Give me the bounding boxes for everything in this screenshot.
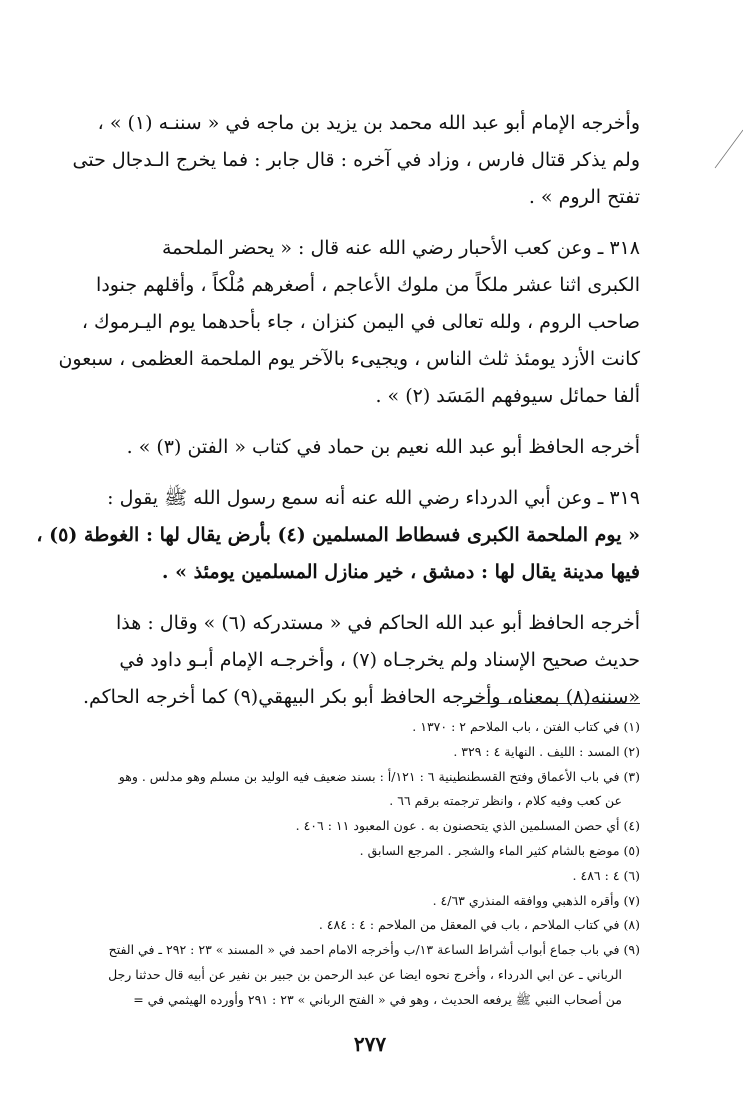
text-line: الكبرى اثنا عشر ملكاً من ملوك الأعاجم ، أصغرهم مُلْكاً ، وأقلهم جنودا bbox=[96, 274, 640, 296]
text-line: صاحب الروم ، ولله تعالى في اليمن كنزان ، جاء بأحدهما يوم اليـرموك ، bbox=[81, 311, 640, 333]
text-line: حديث صحيح الإسناد ولم يخرجـاه (٧) ، وأخرجـه الإمام أبـو داود في bbox=[119, 649, 640, 671]
footnote: (٥) موضع بالشام كثير الماء والشجر . المرجع السابق . bbox=[359, 842, 640, 858]
footnote: (١) في كتاب الفتن ، باب الملاحم ٢ : ١٣٧٠ . bbox=[412, 719, 640, 734]
text-line: ٣١٩ ـ وعن أبي الدرداء رضي الله عنه أنه سمع رسول الله ﷺ يقول : bbox=[107, 487, 640, 509]
footnote: (٨) في كتاب الملاحم ، باب في المعقل من الملاحم : ٤ : ٤٨٤ . bbox=[318, 917, 640, 933]
footnote: (٧) وأقره الذهبي ووافقه المنذري ٤/٦٣ . bbox=[432, 892, 640, 908]
hadith-text-line: « يوم الملحمة الكبرى فسطاط المسلمين (٤) بأرض يقال لها : الغوطة (٥) ، bbox=[36, 524, 640, 546]
text-line: ٣١٨ ـ وعن كعب الأحبار رضي الله عنه قال : « يحضر الملحمة bbox=[161, 237, 640, 259]
scan-edge-mark bbox=[703, 128, 743, 188]
footnote: (٣) في باب الأعماق وفتح القسطنطينية ٦ : ١٢١/أ : بسند ضعيف فيه الوليد بن مسلم وهو مدلس . وهو bbox=[118, 768, 640, 784]
text-line: تفتح الروم » . bbox=[528, 186, 640, 208]
footnote: (٦) ٤ : ٤٨٦ . bbox=[572, 867, 640, 883]
paragraph-1 bbox=[72, 105, 640, 216]
paragraph-319 bbox=[36, 480, 640, 591]
footnote-continuation: عن كعب وفيه كلام ، وانظر ترجمته برقم ٦٦ . bbox=[389, 793, 622, 809]
text-line: ولم يذكر قتال فارس ، وزاد في آخره : قال جابر : فما يخرج الـدجال حتى bbox=[72, 149, 640, 171]
footnote: (٩) في باب جماع أبواب أشراط الساعة ١٣/ب وأخرجه الامام احمد في « المسند » ٢٣ : ٢٩٢ ـ في الفتح bbox=[108, 942, 640, 958]
footnote: (٤) أي حصن المسلمين الذي يتحصنون به . عون المعبود ١١ : ٤٠٦ . bbox=[295, 818, 640, 834]
footnote-separator bbox=[462, 703, 640, 704]
paragraph-318 bbox=[58, 230, 640, 415]
footnotes bbox=[92, 715, 640, 1013]
hadith-text-line: فيها مدينة يقال لها : دمشق ، خير منازل المسلمين يومئذ » . bbox=[161, 561, 640, 583]
text-line: أخرجه الحافظ أبو عبد الله الحاكم في « مستدركه (٦) » وقال : هذا bbox=[116, 612, 640, 634]
page-number: ٢٧٧ bbox=[353, 1032, 387, 1056]
text-line: أخرجه الحافظ أبو عبد الله نعيم بن حماد في كتاب « الفتن (٣) » . bbox=[126, 436, 640, 458]
text-line: ألفا حمائل سيوفهم المَسَد (٢) » . bbox=[375, 385, 640, 407]
paragraph-source-319 bbox=[82, 605, 640, 716]
text-line: كانت الأزد يومئذ ثلث الناس ، ويجيىء بالآخر يوم الملحمة العظمى ، سبعون bbox=[58, 348, 640, 370]
text-line: وأخرجه الإمام أبو عبد الله محمد بن يزيد بن ماجه في « سننـه (١) » ، bbox=[97, 112, 640, 134]
paragraph-source-318 bbox=[92, 429, 640, 466]
footnote-continuation: من أصحاب النبي ﷺ يرفعه الحديث ، وهو في « الفتح الرباني » ٢٣ : ٢٩١ وأورده الهيثمي في = bbox=[133, 991, 622, 1007]
text-line: «سننه(٨) بمعناه، وأخرجه الحافظ أبو بكر البيهقي(٩) كما أخرجه الحاكم. bbox=[82, 686, 640, 708]
main-text bbox=[36, 105, 640, 730]
footnote: (٢) المسد : الليف . النهاية ٤ : ٣٢٩ . bbox=[453, 743, 640, 759]
footnote-continuation: الرباني ـ عن ابي الدرداء ، وأخرج نحوه ايضا عن عبد الرحمن بن جبير بن نفير عن أبيه قال حدثنا رجل bbox=[108, 966, 622, 982]
